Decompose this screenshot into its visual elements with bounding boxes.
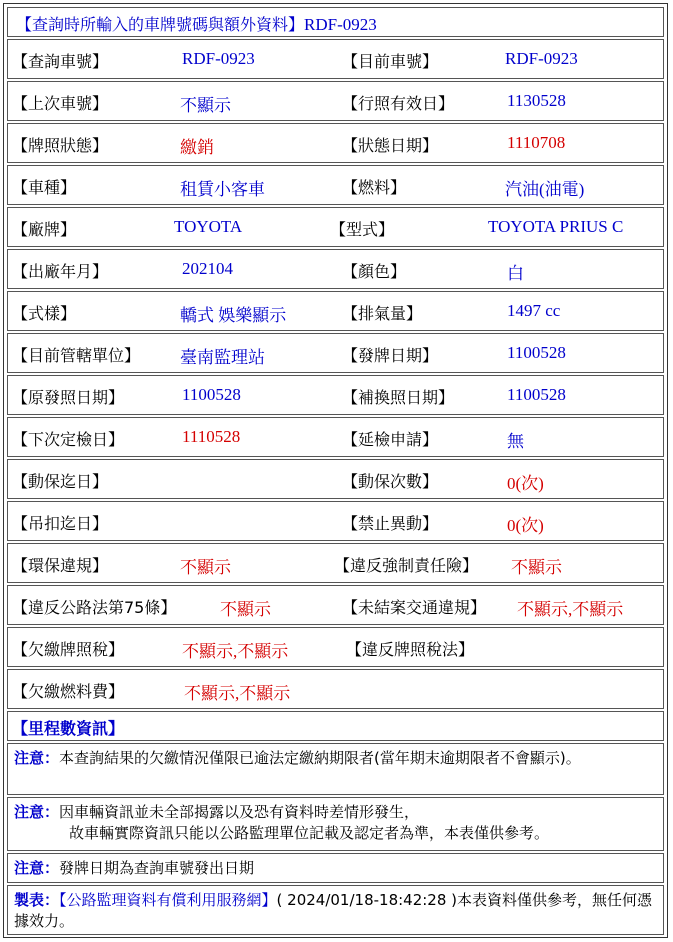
- field-label: 【目前管轄單位】: [12, 346, 141, 365]
- footer-label: 製表：: [14, 891, 60, 909]
- footer-disclaimer: 本表資料僅供參考，無任何憑據效力。: [14, 891, 653, 930]
- field-label: 【違反牌照稅法】: [346, 640, 475, 659]
- note-2: [7, 797, 664, 851]
- info-row: [7, 249, 664, 289]
- field-label: 【吊扣迄日】: [12, 514, 109, 533]
- field-label: 【違反公路法第75條】: [12, 598, 177, 617]
- field-label: 【車種】: [12, 178, 77, 197]
- note-2-text: [14, 802, 659, 844]
- field-label: 【出廠年月】: [12, 262, 109, 281]
- field-label: 【原發照日期】: [12, 388, 125, 407]
- info-row: [7, 543, 664, 583]
- info-row: [7, 669, 664, 709]
- info-row: [7, 165, 664, 205]
- field-value: RDF-0923: [505, 49, 578, 68]
- report-footer: [7, 885, 664, 935]
- field-value: 不顯示: [220, 600, 271, 619]
- field-value: 不顯示: [180, 96, 231, 115]
- field-value: 1100528: [507, 385, 566, 404]
- field-value: 1100528: [507, 343, 566, 362]
- field-label: 【廠牌】: [12, 220, 77, 239]
- report-container: [3, 3, 668, 938]
- field-value: 1110528: [182, 427, 241, 446]
- field-label: 【式樣】: [12, 304, 77, 323]
- info-row: [7, 123, 664, 163]
- info-row: [7, 333, 664, 373]
- info-row: [7, 585, 664, 625]
- note-3-label: 注意：: [14, 859, 60, 877]
- field-label: 【違反強制責任險】: [334, 556, 479, 575]
- field-label: 【目前車號】: [342, 52, 439, 71]
- field-label: 【狀態日期】: [342, 136, 439, 155]
- field-value: 汽油(油電): [505, 180, 585, 199]
- mileage-label: 【里程數資訊】: [12, 719, 125, 738]
- field-value: TOYOTA: [174, 217, 243, 236]
- note-1: [7, 743, 664, 795]
- field-label: 【未結案交通違規】: [342, 598, 487, 617]
- field-value: 轎式 娛樂顯示: [180, 306, 287, 325]
- field-value: 不顯示,不顯示: [517, 600, 624, 619]
- note-3: [7, 853, 664, 883]
- field-value: 0(次): [507, 474, 544, 493]
- field-label: 【禁止異動】: [342, 514, 439, 533]
- report-title: [16, 12, 377, 35]
- field-label: 【下次定檢日】: [12, 430, 125, 449]
- field-label: 【排氣量】: [342, 304, 423, 323]
- field-value: 臺南監理站: [180, 348, 265, 367]
- field-value: 1130528: [507, 91, 566, 110]
- field-value: 不顯示,不顯示: [184, 684, 291, 703]
- field-value: TOYOTA PRIUS C: [488, 217, 624, 236]
- field-value: 202104: [182, 259, 233, 278]
- note-1-body: 本查詢結果的欠繳情況僅限已逾法定繳納期限者(當年期末逾期限者不會顯示)。: [59, 749, 581, 767]
- field-value: 不顯示: [180, 558, 231, 577]
- field-label: 【燃料】: [342, 178, 407, 197]
- field-label: 【發牌日期】: [342, 346, 439, 365]
- field-label: 【型式】: [330, 220, 395, 239]
- field-value: 1497 cc: [507, 301, 561, 320]
- footer-source-link[interactable]: 【公路監理資料有償利用服務網】: [59, 891, 277, 909]
- note-1-label: 注意：: [14, 749, 60, 767]
- field-value: 不顯示: [511, 558, 562, 577]
- note-1-text: [14, 748, 654, 769]
- note-2-line-1: 因車輛資訊並未全部揭露以及恐有資料時差情形發生，: [59, 803, 420, 821]
- note-3-body: 發牌日期為查詢車號發出日期: [59, 859, 255, 877]
- report-header: [7, 7, 664, 37]
- report-title-text: 【查詢時所輸入的車牌號碼與額外資料】: [16, 15, 305, 34]
- info-row: [7, 459, 664, 499]
- info-row: [7, 207, 664, 247]
- field-value: 不顯示,不顯示: [182, 642, 289, 661]
- field-value: 無: [507, 432, 524, 451]
- info-row: [7, 627, 664, 667]
- info-row: [7, 291, 664, 331]
- field-label: 【牌照狀態】: [12, 136, 109, 155]
- field-value: 白: [507, 264, 524, 283]
- field-value: 1110708: [507, 133, 566, 152]
- field-label: 【環保違規】: [12, 556, 109, 575]
- info-row: [7, 375, 664, 415]
- field-label: 【動保次數】: [342, 472, 439, 491]
- field-value: 租賃小客車: [180, 180, 265, 199]
- field-label: 【行照有效日】: [342, 94, 455, 113]
- field-label: 【動保迄日】: [12, 472, 109, 491]
- info-row: [7, 501, 664, 541]
- field-value: 繳銷: [180, 138, 214, 157]
- info-row: [7, 417, 664, 457]
- footer-text: [14, 890, 659, 932]
- field-label: 【顏色】: [342, 262, 407, 281]
- field-label: 【上次車號】: [12, 94, 109, 113]
- note-3-text: [14, 858, 254, 879]
- info-row: [7, 81, 664, 121]
- field-value: RDF-0923: [182, 49, 255, 68]
- mileage-section: [7, 711, 664, 741]
- note-2-label: 注意：: [14, 803, 60, 821]
- field-label: 【延檢申請】: [342, 430, 439, 449]
- report-title-plate: RDF-0923: [304, 15, 377, 34]
- footer-timestamp: ( 2024/01/18-18:42:28 ): [276, 891, 458, 909]
- field-label: 【查詢車號】: [12, 52, 109, 71]
- field-label: 【補換照日期】: [342, 388, 455, 407]
- field-label: 【欠繳燃料費】: [12, 682, 125, 701]
- field-value: 1100528: [182, 385, 241, 404]
- field-value: 0(次): [507, 516, 544, 535]
- note-2-line-2: 故車輛實際資訊只能以公路監理單位記載及認定者為準，本表僅供參考。: [69, 824, 550, 842]
- field-label: 【欠繳牌照稅】: [12, 640, 125, 659]
- info-row: [7, 39, 664, 79]
